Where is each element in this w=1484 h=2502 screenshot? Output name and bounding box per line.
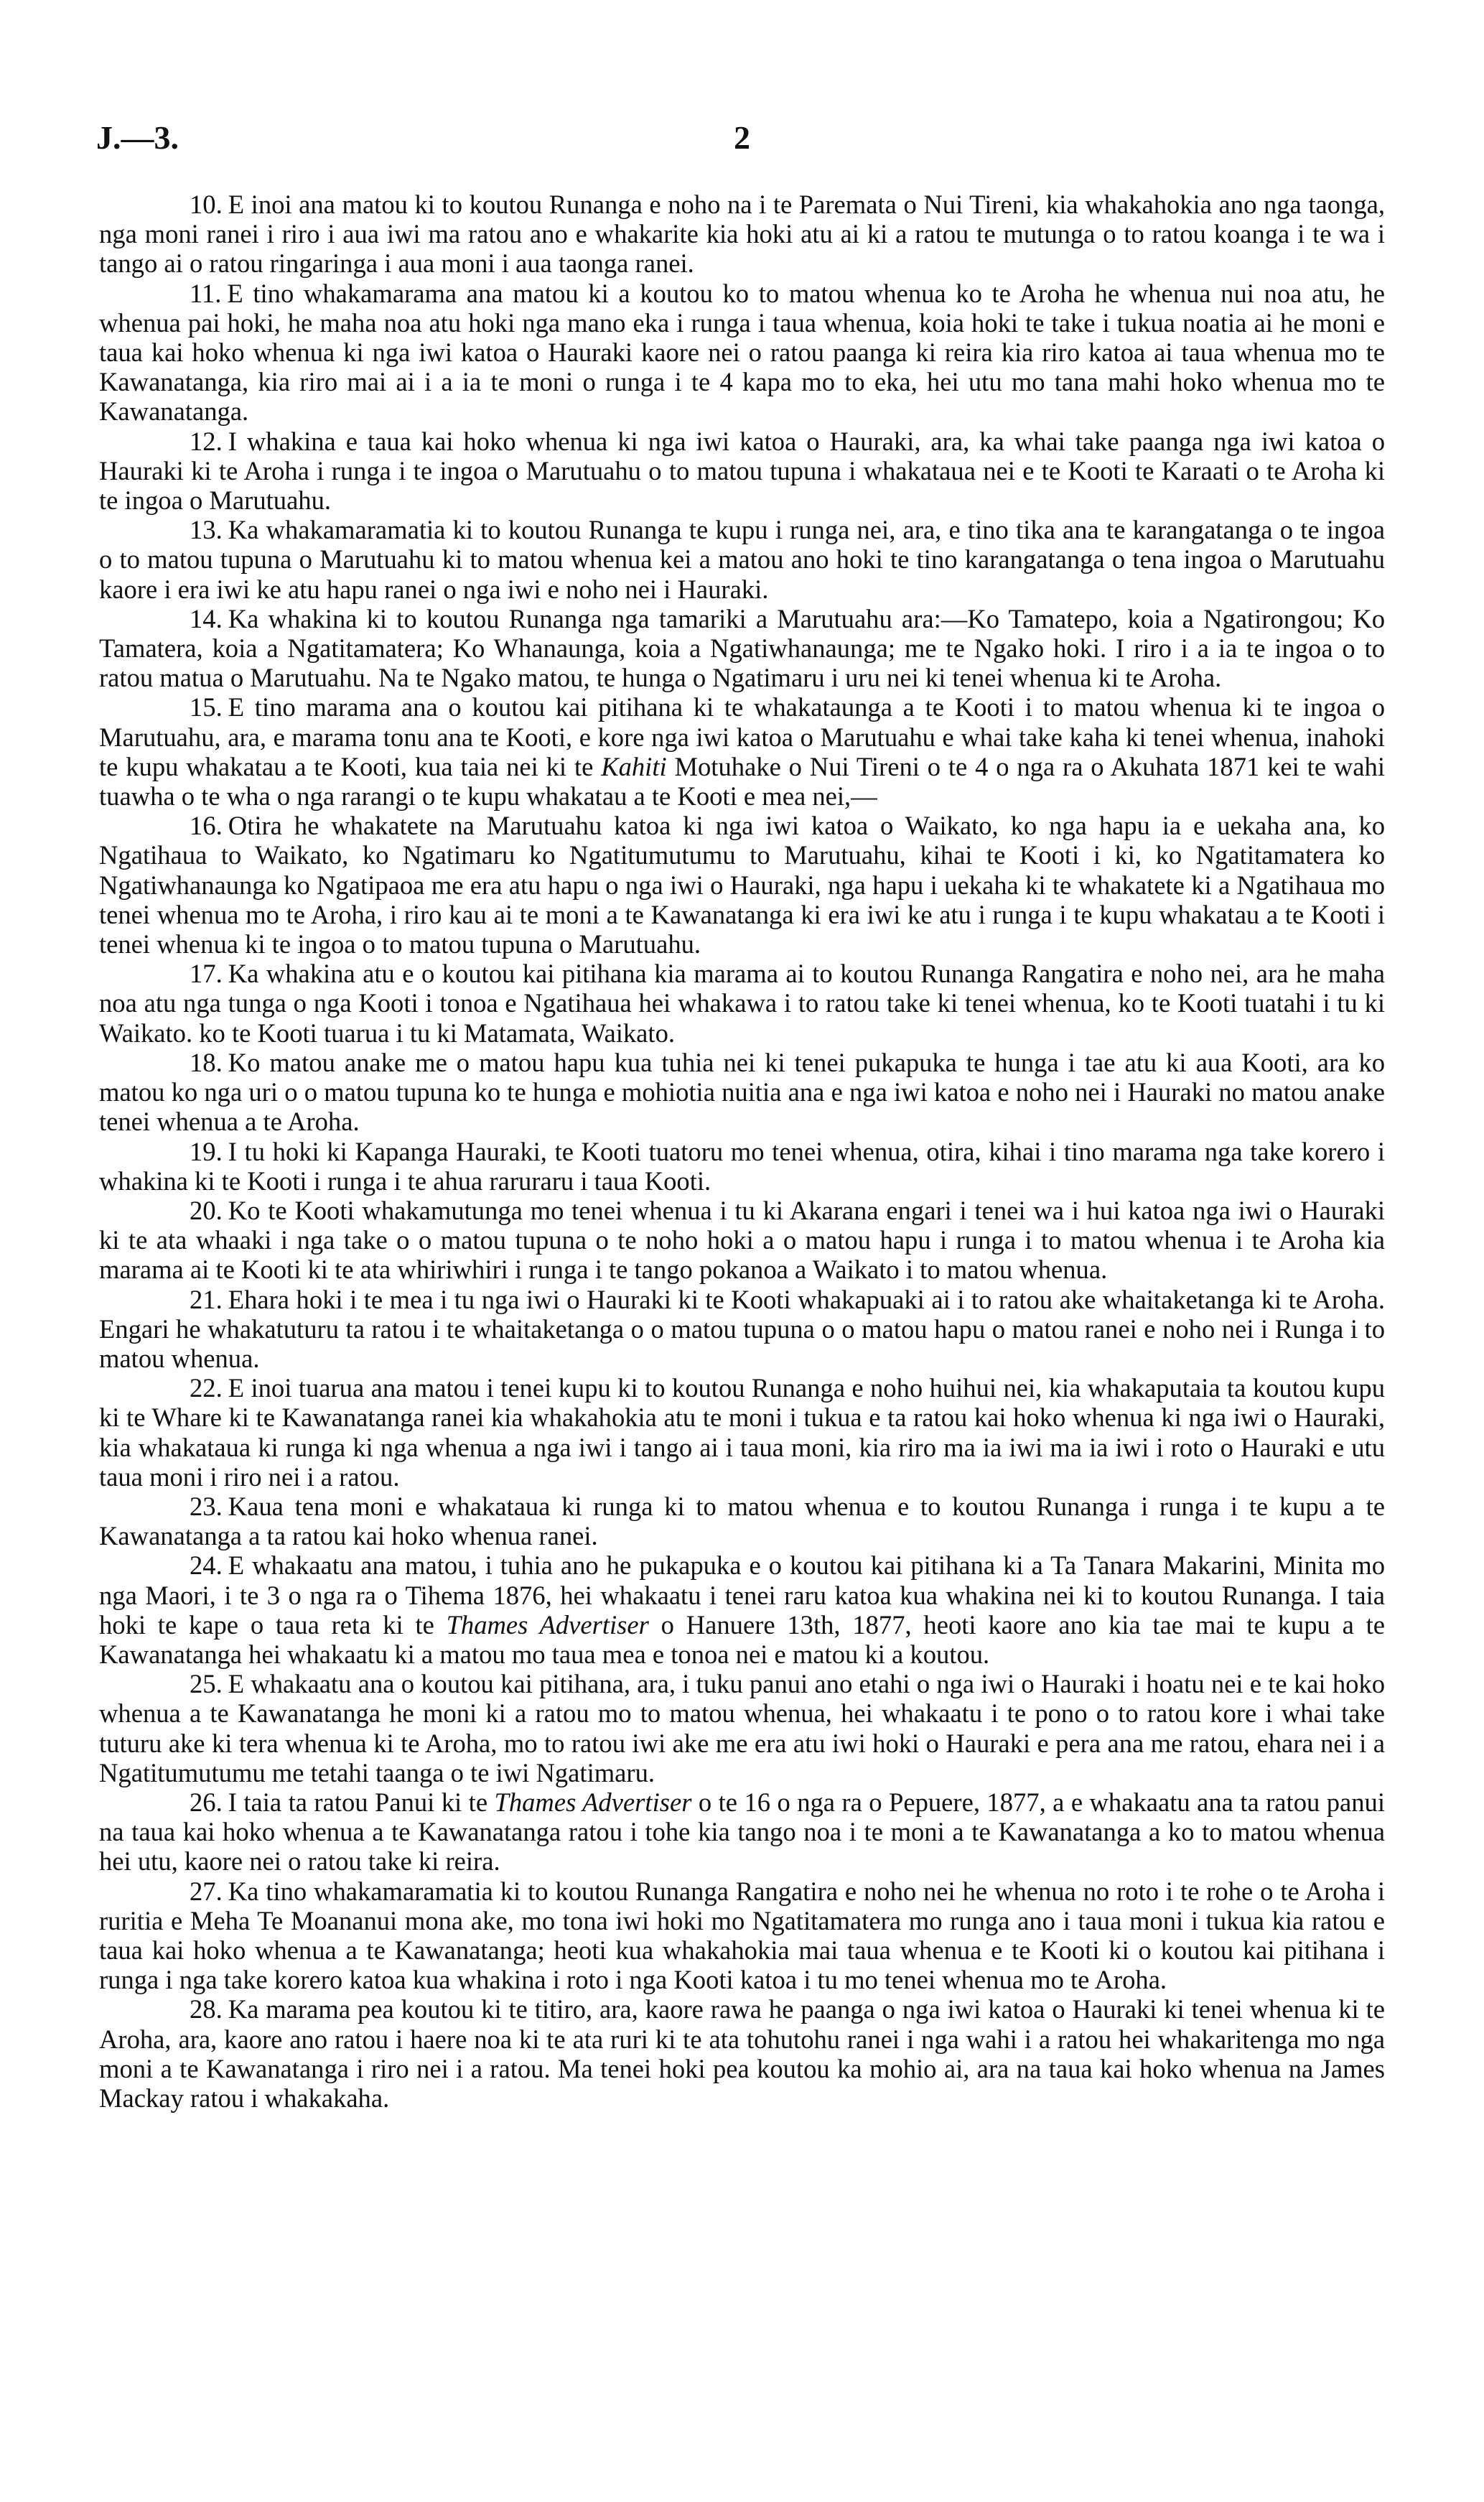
- paragraph-number: 28.: [190, 1994, 223, 2024]
- paragraph: [99, 515, 1385, 604]
- paragraph-number: 14.: [190, 603, 223, 633]
- paragraph: [99, 1492, 1385, 1550]
- paragraph: [99, 692, 1385, 811]
- paragraph: [99, 811, 1385, 959]
- paragraph-text: o Hanuere 13th, 1877, heoti kaore ano kia tae mai te kupu a te Kawanatanga hei whakaatu ki a matou mo taua mea e tonoa nei e matou ki a koutou.: [99, 1609, 1385, 1669]
- document-code: J.—3.: [96, 119, 179, 156]
- paragraph-text: Ka whakina atu e o koutou kai pitihana kia marama ai to koutou Runanga Rangatira e noho nei, ara he maha noa atu nga tunga o nga Kooti i tonoa e Ngatihaua hei whakawa i to ratou take ki tenei whenua, ko te Kooti tuatahi i tu ki Waikato. ko te Kooti tuarua i tu ki Matamata, Waikato.: [99, 959, 1385, 1048]
- italic-title: Thames Advertiser: [446, 1609, 649, 1640]
- paragraph-text: Motuhake o Nui Tireni o te 4 o nga ra o Akuhata 1871 kei te wahi tuawha o te wha o nga rarangi o te kupu whakatau a te Kooti e mea nei,—: [99, 751, 1385, 811]
- paragraph-text: I tu hoki ki Kapanga Hauraki, te Kooti tuatoru mo tenei whenua, otira, kihai i tino marama nga take korero i whakina ki te Kooti i runga i te ahua raruraru i taua Kooti.: [99, 1136, 1385, 1196]
- paragraph-text: E whakaatu ana matou, i tuhia ano he pukapuka e o koutou kai pitihana ki a Ta Tanara Makarini, Minita mo nga Maori, i te 3 o nga ra o Tihema 1876, hei whakaatu i tenei raru katoa kua whakina nei ki to koutou Runanga. I taia hoki te kape o taua reta ki te: [99, 1550, 1385, 1640]
- paragraph-text: o te 16 o nga ra o Pepuere, 1877, a e whakaatu ana ta ratou panui na taua kai hoko whenua a te Kawanatanga ratou i tohe kia tango noa i te moni a te Kawanatanga a ko to matou whenua hei utu, kaore nei o ratou take ki reira.: [99, 1787, 1385, 1876]
- paragraph: [99, 959, 1385, 1048]
- paragraph-text: Ehara hoki i te mea i tu nga iwi o Hauraki ki te Kooti whakapuaki ai i to ratou ake whaitaketanga ki te Aroha. Engari he whakatuturu ta ratou i te whaitaketanga o o matou tupuna o o matou hapu o matou ranei e noho nei i Runga i to matou whenua.: [99, 1284, 1385, 1373]
- paragraph-text: Ka marama pea koutou ki te titiro, ara, kaore rawa he paanga o nga iwi katoa o Hauraki ki tenei whenua ki te Aroha, ara, kaore ano ratou i haere noa ki te ata ruri ki te ata tohutohu ranei i nga wahi i a ratou hei whakaritenga mo nga moni a te Kawanatanga i riro nei i a ratou. Ma tenei hoki pea koutou ka mohio ai, ara na taua kai hoko whenua na James Mackay ratou i whakakaha.: [99, 1994, 1385, 2113]
- paragraph: [99, 1876, 1385, 1995]
- paragraph-number: 21.: [190, 1284, 223, 1314]
- paragraph: [99, 1048, 1385, 1137]
- paragraph: [99, 1285, 1385, 1374]
- paragraph-number: 25.: [190, 1669, 223, 1699]
- paragraph-text: I whakina e taua kai hoko whenua ki nga iwi katoa o Hauraki, ara, ka whai take paanga nga iwi katoa o Hauraki ki te Aroha i runga i te ingoa o Marutuahu o to matou tupuna i whakataua nei e te Kooti te Karaati o te Aroha ki te ingoa o Marutuahu.: [99, 426, 1385, 516]
- paragraph-number: 19.: [190, 1136, 223, 1166]
- paragraph-text: E tino whakamarama ana matou ki a koutou ko to matou whenua ko te Aroha he whenua nui noa atu, he whenua pai hoki, he maha noa atu hoki nga mano eka i runga i taua whenua, koia hoki te take i tukua noatia ai he moni e taua kai hoko whenua ki nga iwi katoa o Hauraki kaore nei o ratou paanga ki reira kia riro katoa ai taua whenua mo te Kawanatanga, kia riro mai ai i a ia te moni o runga i te 4 kapa mo to eka, hei utu mo tana mahi hoko whenua mo te Kawanatanga.: [99, 278, 1385, 427]
- paragraph-number: 12.: [190, 426, 223, 456]
- paragraph: [99, 427, 1385, 516]
- paragraph: [99, 1550, 1385, 1669]
- paragraph-text: Ko matou anake me o matou hapu kua tuhia nei ki tenei pukapuka te hunga i tae atu ki aua Kooti, ara ko matou ko nga uri o o matou tupuna ko te hunga e mohiotia nuitia ana e nga iwi katoa e noho nei i Hauraki no matou anake tenei whenua a te Aroha.: [99, 1047, 1385, 1137]
- paragraph-text: Otira he whakatete na Marutuahu katoa ki nga iwi katoa o Waikato, ko nga hapu ia e uekaha ana, ko Ngatihaua to Waikato, ko Ngatimaru ko Ngatitumutumu to Marutuahu, kihai te Kooti i ki, ko Ngatitamatera ko Ngatiwhanaunga ko Ngatipaoa me era atu hapu o nga iwi o Hauraki, nga hapu i uekaha ki te whakatete ki a Ngatihaua mo tenei whenua mo te Aroha, i riro kau ai te moni a te Kawanatanga ki era iwi ke atu i runga i te kupu whakatau a te Kooti i tenei whenua ki te ingoa o to matou tupuna o Marutuahu.: [99, 811, 1385, 959]
- paragraph-text: Ka whakamaramatia ki to koutou Runanga te kupu i runga nei, ara, e tino tika ana te karangatanga o te ingoa o to matou tupuna o Marutuahu ki to matou whenua kei a matou ano hoki te tino karangatanga o tena ingoa o Marutuahu kaore i era iwi ke atu hapu ranei o nga iwi e noho nei i Hauraki.: [99, 515, 1385, 604]
- paragraph-text: E inoi ana matou ki to koutou Runanga e noho na i te Paremata o Nui Tireni, kia whakahokia ano nga taonga, nga moni ranei i riro i aua iwi ma ratou ano e whakarite kia hoki atu ai ki a ratou te mutunga o to ratou koanga i te wa i tango ai o ratou ringaringa i aua moni i aua taonga ranei.: [99, 190, 1385, 279]
- paragraph-number: 10.: [190, 190, 223, 219]
- italic-title: Kahiti: [601, 751, 667, 781]
- paragraph: [99, 279, 1385, 427]
- paragraph: [99, 1787, 1385, 1876]
- paragraph-text: Ko te Kooti whakamutunga mo tenei whenua i tu ki Akarana engari i tenei wa i hui katoa nga iwi o Hauraki ki te ata whaaki i nga take o o matou tupuna o te noho hoki a o matou hapu i runga i to matou whenua i te Aroha kia marama ai te Kooti ki te ata whiriwhiri i runga i te tango pokanoa a Waikato i to matou whenua.: [99, 1195, 1385, 1285]
- page-number: 2: [734, 119, 750, 156]
- paragraph-number: 13.: [190, 515, 223, 545]
- document-body: [99, 190, 1385, 2113]
- paragraph: [99, 1373, 1385, 1492]
- paragraph-number: 11.: [190, 278, 222, 308]
- paragraph-number: 20.: [190, 1195, 223, 1225]
- paragraph-number: 16.: [190, 811, 223, 841]
- paragraph-text: I taia ta ratou Panui ki te: [228, 1787, 495, 1817]
- paragraph-number: 18.: [190, 1047, 223, 1077]
- paragraph-number: 23.: [190, 1491, 223, 1521]
- paragraph: [99, 190, 1385, 279]
- paragraph-text: E whakaatu ana o koutou kai pitihana, ara, i tuku panui ano etahi o nga iwi o Hauraki i hoatu nei e te kai hoko whenua a te Kawanatanga he moni ki a ratou mo to matou whenua, hei whakaatu i te pono o to ratou kore i whai take tuturu ake ki tera whenua ki te Aroha, mo to ratou iwi ake me era atu iwi hoki o Hauraki e pera ana me ratou, ehara nei i a Ngatitumutumu me tetahi taanga o te iwi Ngatimaru.: [99, 1669, 1385, 1787]
- paragraph: [99, 1994, 1385, 2113]
- paragraph-text: E inoi tuarua ana matou i tenei kupu ki to koutou Runanga e noho huihui nei, kia whakaputaia ta koutou kupu ki te Whare ki te Kawanatanga ranei kia whakahokia atu te moni i tukua e ta ratou kai hoko whenua ki nga iwi o Hauraki, kia whakataua ki runga ki nga whenua a nga iwi i tango ai i taua moni, kia riro ma ia iwi ma ia iwi i roto o Hauraki e utu taua moni i riro nei i a ratou.: [99, 1373, 1385, 1492]
- paragraph: [99, 1669, 1385, 1787]
- italic-title: Thames Advertiser: [494, 1787, 692, 1817]
- running-head: [96, 118, 1388, 169]
- paragraph-number: 27.: [190, 1876, 223, 1906]
- paragraph-text: E tino marama ana o koutou kai pitihana ki te whakataunga a te Kooti i to matou whenua ki te ingoa o Marutuahu, ara, e marama tonu ana te Kooti, e kore nga iwi katoa o Marutuahu e whai take kaha ki tenei whenua, inahoki te kupu whakatau a te Kooti, kua taia nei ki te: [99, 692, 1385, 781]
- paragraph-number: 15.: [190, 692, 223, 722]
- paragraph-number: 24.: [190, 1550, 223, 1581]
- paragraph-text: Ka tino whakamaramatia ki to koutou Runanga Rangatira e noho nei he whenua no roto i te rohe o te Aroha i ruritia e Meha Te Moananui mona ake, mo tona iwi hoki mo Ngatitamatera mo runga ano i taua moni i tukua kia ratou e taua kai hoko whenua a te Kawanatanga; heoti kua whakahokia mai taua whenua e te Kooti ki o koutou kai pitihana i runga i nga take korero katoa kua whakina i roto i nga Kooti katoa i tu mo tenei whenua mo te Aroha.: [99, 1876, 1385, 1995]
- paragraph-number: 22.: [190, 1373, 223, 1403]
- paragraph-number: 17.: [190, 959, 223, 989]
- paragraph: [99, 1196, 1385, 1285]
- paragraph-text: Ka whakina ki to koutou Runanga nga tamariki a Marutuahu ara:—Ko Tamatepo, koia a Ngatirongou; Ko Tamatera, koia a Ngatitamatera; Ko Whanaunga, koia a Ngatiwhanaunga; me te Ngako hoki. I riro i a ia te ingoa o to ratou matua o Marutuahu. Na te Ngako matou, te hunga o Ngatimaru i uru nei ki tenei whenua ki te Aroha.: [99, 603, 1385, 693]
- paragraph: [99, 604, 1385, 693]
- paragraph: [99, 1137, 1385, 1196]
- paragraph-number: 26.: [190, 1787, 223, 1817]
- paragraph-text: Kaua tena moni e whakataua ki runga ki to matou whenua e to koutou Runanga i runga i te kupu a te Kawanatanga a ta ratou kai hoko whenua ranei.: [99, 1491, 1385, 1551]
